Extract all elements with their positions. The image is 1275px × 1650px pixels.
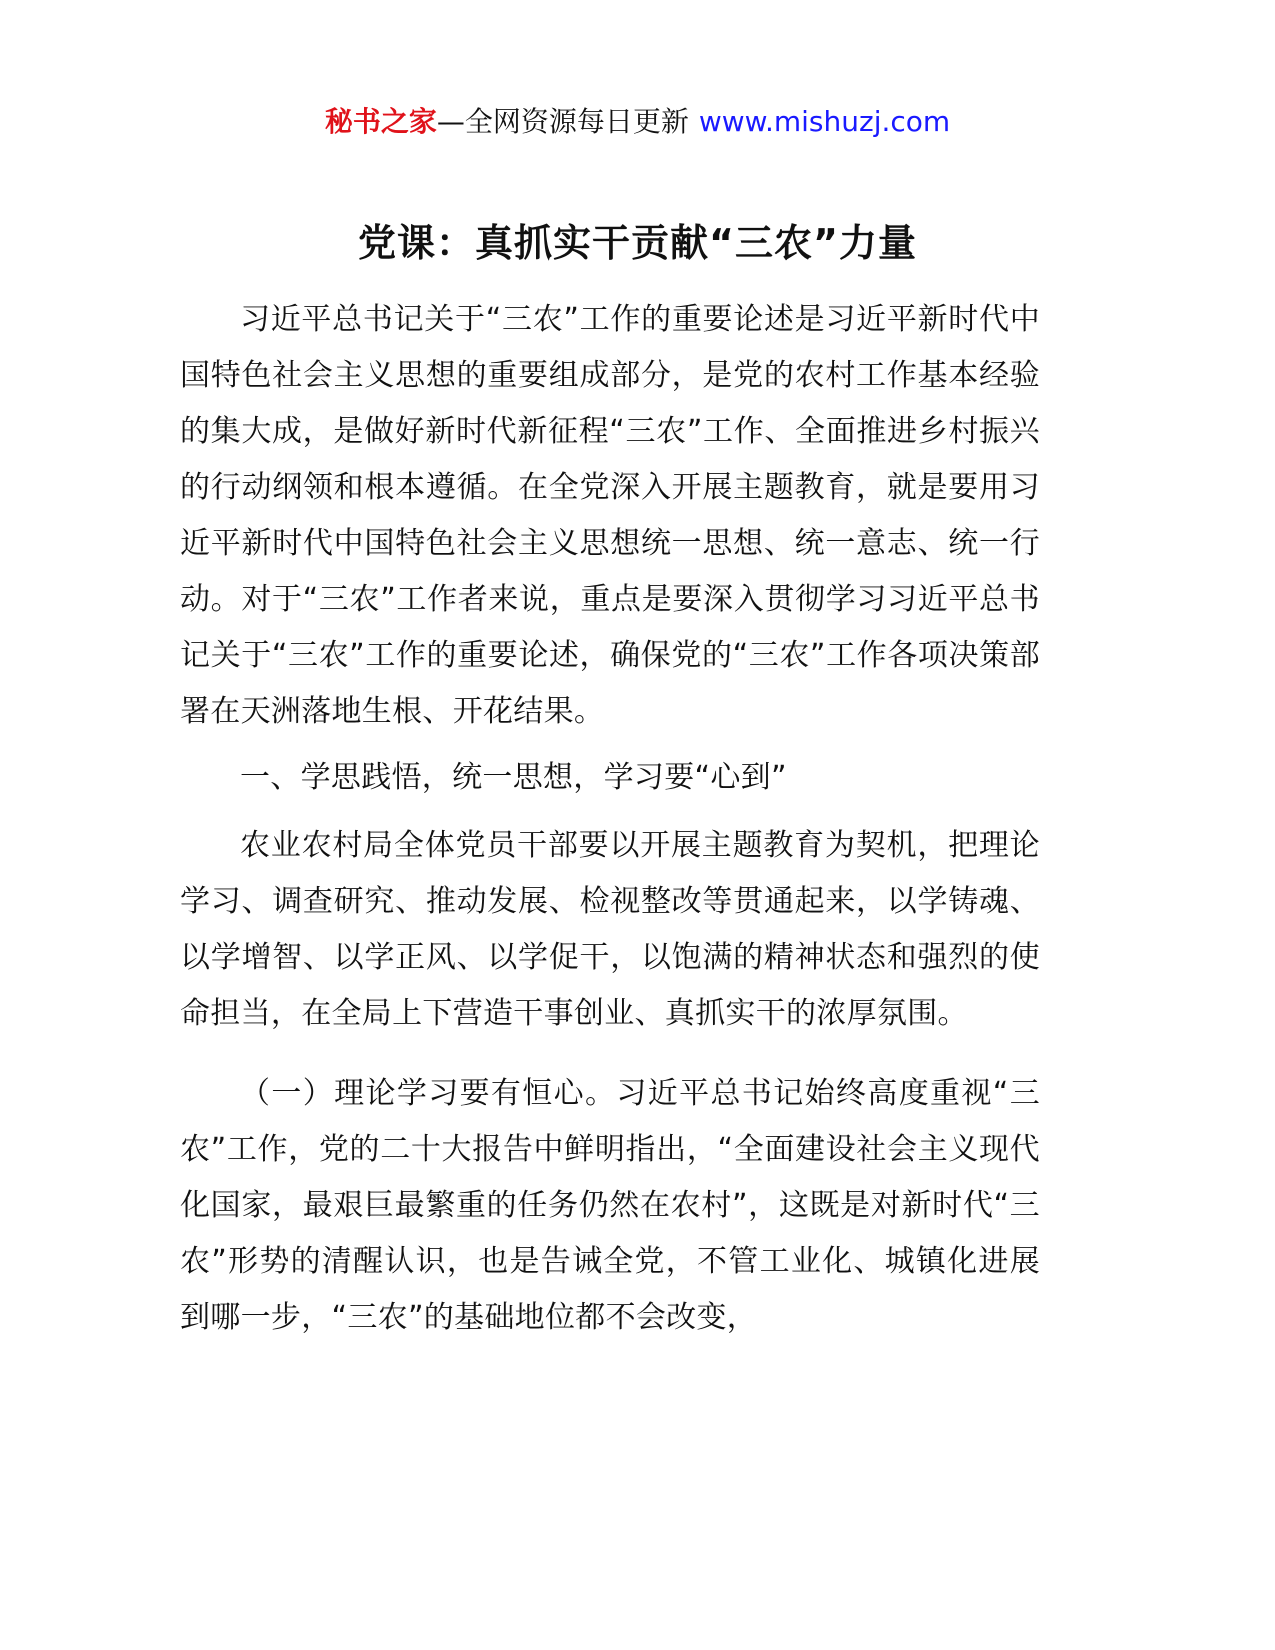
brand-name: 秘书之家 [324, 105, 437, 138]
header-tagline: —全网资源每日更新 [436, 105, 689, 138]
site-header [0, 102, 1275, 142]
site-url-link[interactable]: www.mishuzj.com [698, 105, 951, 138]
paragraph-subsection-1: （一）理论学习要有恒心。习近平总书记始终高度重视“三农”工作，党的二十大报告中鲜明指出，“全面建设社会主义现代化国家，最艰巨最繁重的任务仍然在农村”，这既是对新时代“三农”形势的清醒认识，也是告诫全党，不管工业化、城镇化进展到哪一步，“三农”的基础地位都不会改变， [180, 1076, 1040, 1335]
section-heading-1: 一、学思践悟，统一思想，学习要“心到” [240, 760, 787, 795]
paragraph-intro: 习近平总书记关于“三农”工作的重要论述是习近平新时代中国特色社会主义思想的重要组成部分，是党的农村工作基本经验的集大成，是做好新时代新征程“三农”工作、全面推进乡村振兴的行动纲领和根本遵循。在全党深入开展主题教育，就是要用习近平新时代中国特色社会主义思想统一思想、统一意志、统一行动。对于“三农”工作者来说，重点是要深入贯彻学习习近平总书记关于“三农”工作的重要论述，确保党的“三农”工作各项决策部署在天洲落地生根、开花结果。 [180, 302, 1040, 729]
document-body [180, 292, 1040, 1346]
paragraph-section-1: 农业农村局全体党员干部要以开展主题教育为契机，把理论学习、调查研究、推动发展、检视整改等贯通起来，以学铸魂、以学增智、以学正风、以学促干，以饱满的精神状态和强烈的使命担当，在全局上下营造干事创业、真抓实干的浓厚氛围。 [180, 828, 1040, 1031]
document-title: 党课：真抓实干贡献“三农”力量 [358, 221, 917, 265]
